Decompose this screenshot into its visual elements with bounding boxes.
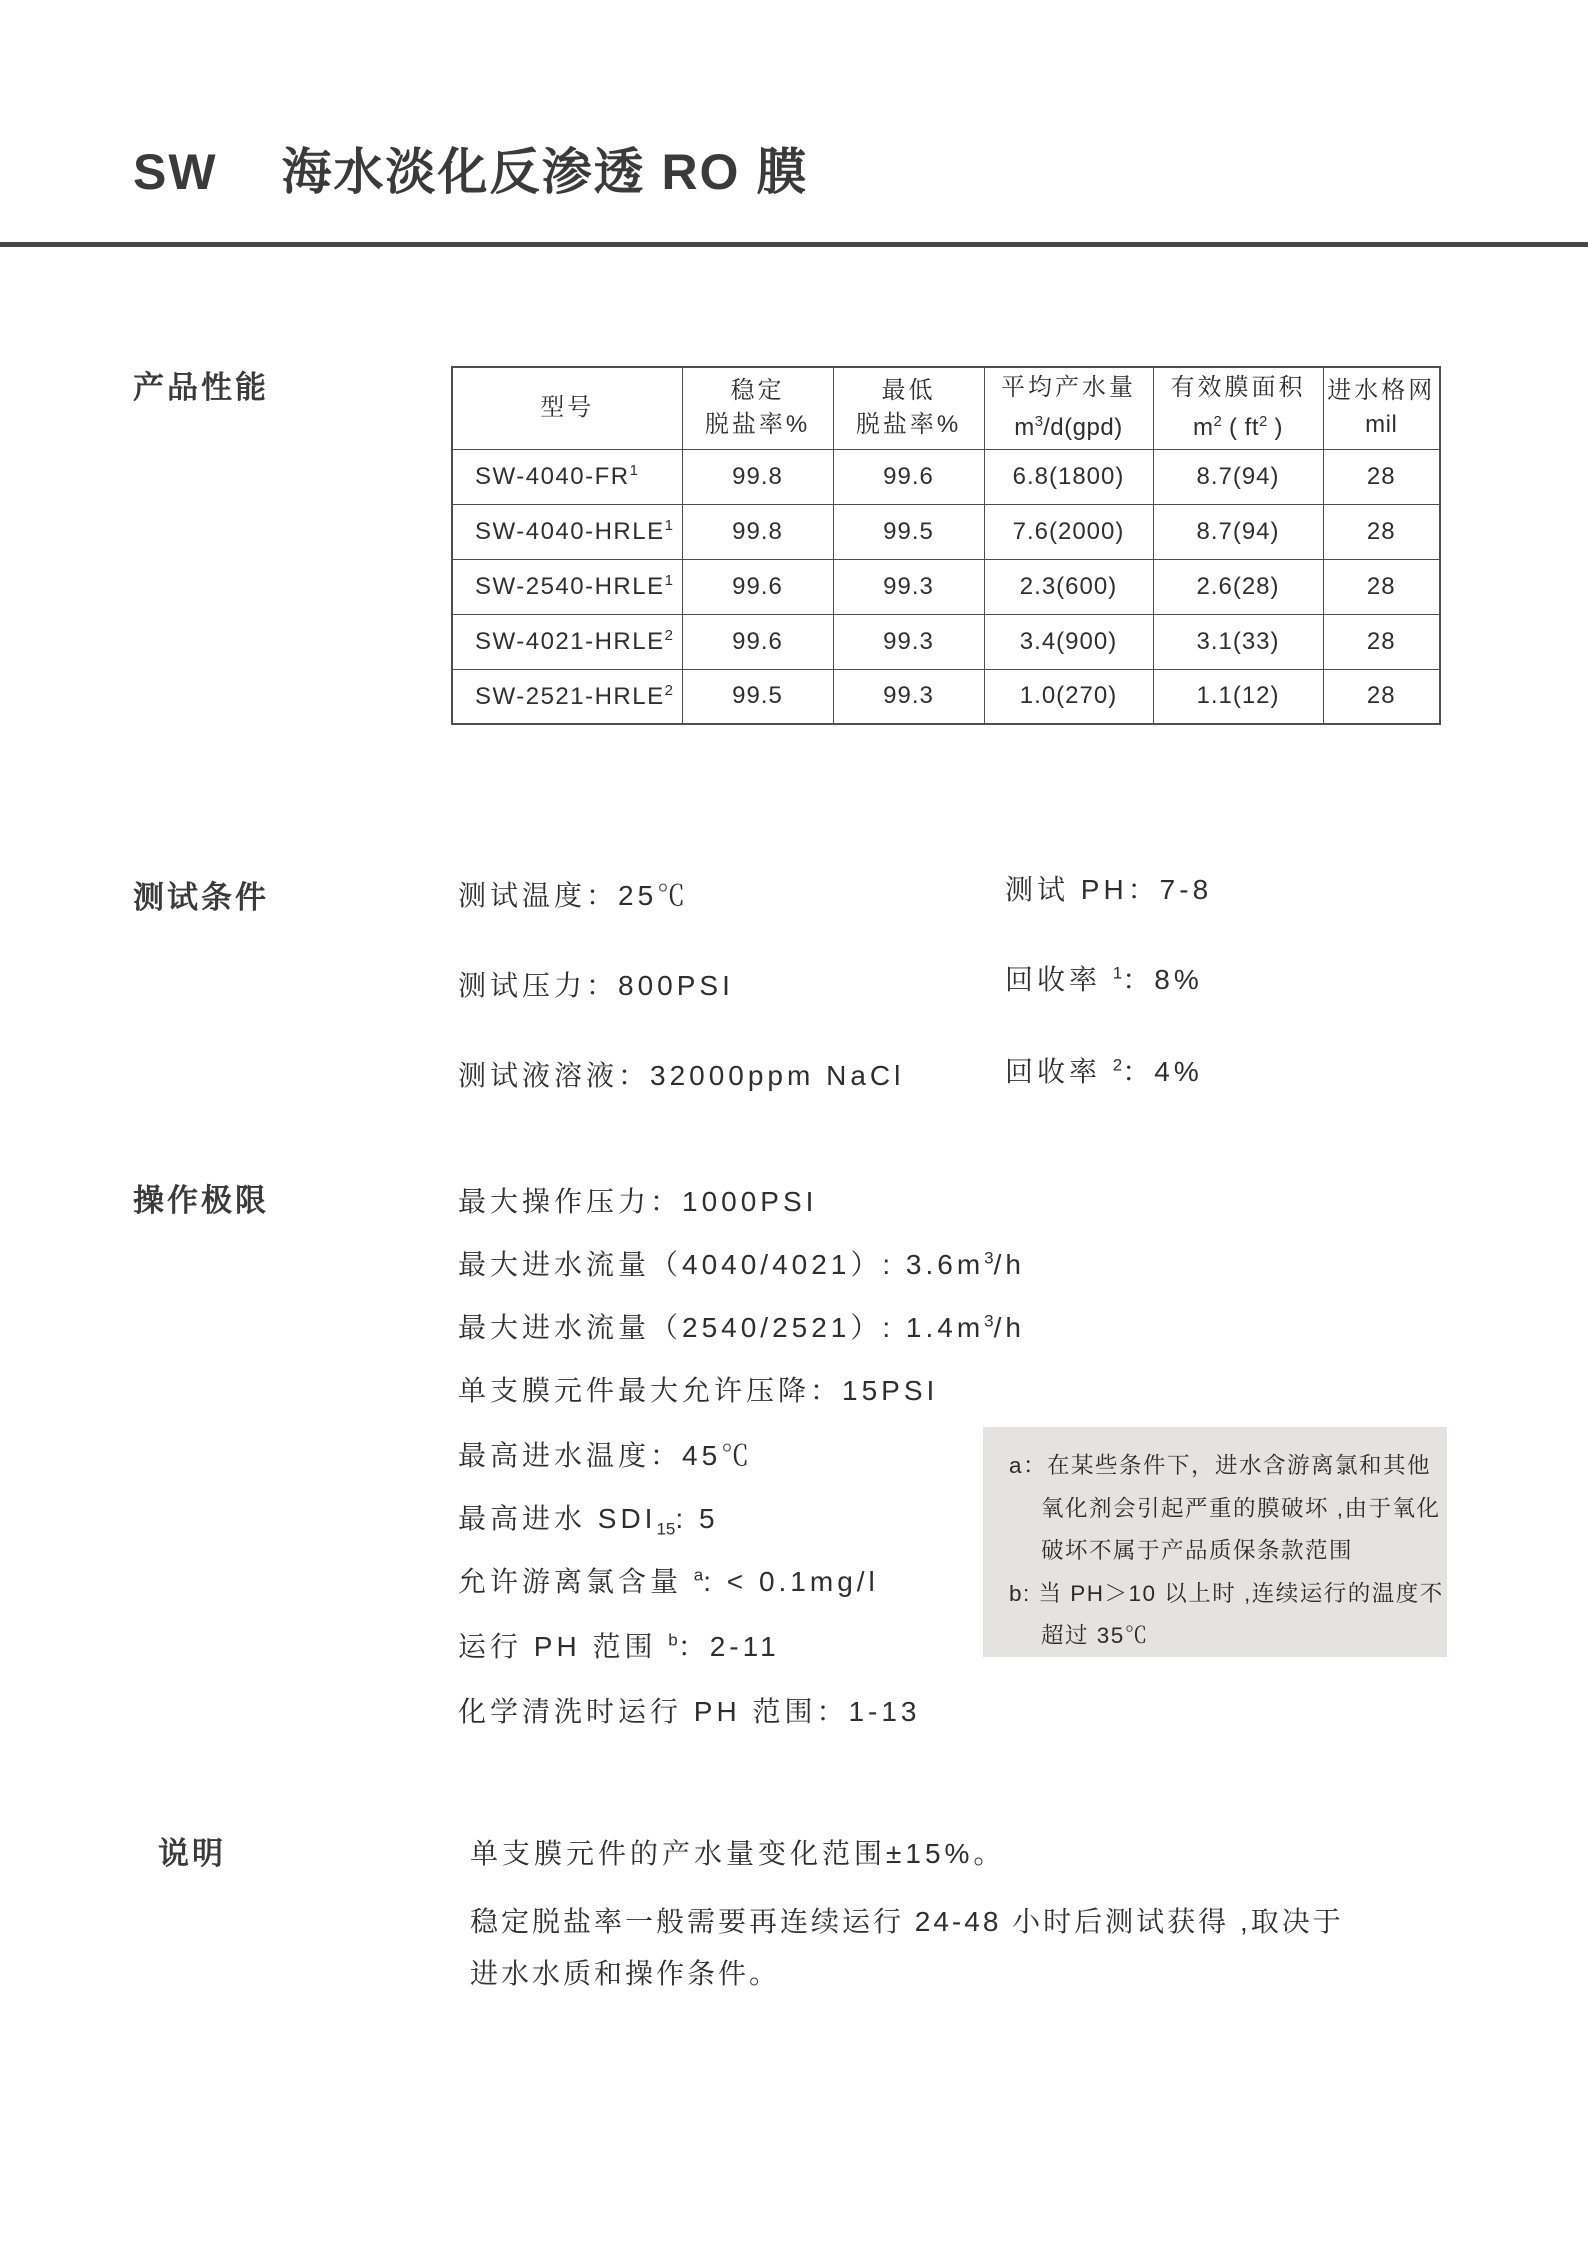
header-line2: 脱盐率% [855, 411, 962, 439]
line-text: 最大进水流量（2540/2521）: 1.4m [458, 1312, 985, 1343]
test-condition-temperature: 测试温度：25℃ [458, 880, 690, 911]
table-row [452, 504, 1440, 559]
table-cell: 7.6(2000) [984, 504, 1153, 559]
line-text: 回收率 [1005, 964, 1113, 995]
model-cell [452, 669, 682, 724]
line-text: ：4% [1122, 1056, 1203, 1087]
table-cell: 99.5 [833, 504, 984, 559]
unit-superscript: 3 [1034, 413, 1044, 431]
model-cell [452, 614, 682, 669]
unit-text: ) [1267, 414, 1284, 442]
footnote-superscript: b [668, 1630, 678, 1650]
title-divider [0, 242, 1588, 247]
limit-cleaning-ph-range [458, 1690, 921, 1730]
table-cell: 8.7(94) [1153, 504, 1323, 559]
table-cell: 2.3(600) [984, 559, 1153, 614]
header-line1: 平均产水量 [1001, 374, 1136, 402]
line-text: : < 0.1mg/l [703, 1566, 879, 1597]
test-condition-solution: 测试液溶液：32000ppm NaCl [458, 1060, 905, 1091]
remark-stable-rejection-line1: 稳定脱盐率一般需要再连续运行 24-48 小时后测试获得 ,取决于 [470, 1906, 1344, 1937]
footnote-superscript: 2 [1112, 1055, 1123, 1075]
table-cell: 99.8 [682, 504, 833, 559]
header-line1: 稳定 [730, 377, 785, 405]
line-text: 最大进水流量（4040/4021）: 3.6m [458, 1249, 985, 1280]
spec-table [451, 366, 1441, 725]
table-cell: 28 [1323, 559, 1440, 614]
model-footnote-sup: 1 [664, 572, 673, 589]
unit-text: ( ft [1221, 414, 1259, 442]
table-row [452, 559, 1440, 614]
model-name: SW-4021-HRLE [475, 628, 665, 655]
table-cell: 3.1(33) [1153, 614, 1323, 669]
table-cell: 28 [1323, 449, 1440, 504]
table-header-row [452, 367, 1440, 449]
line-text: 运行 PH 范围 [458, 1631, 669, 1662]
line-text: 化学清洗时运行 PH 范围：1-13 [458, 1696, 921, 1727]
footnotes-box [983, 1427, 1447, 1657]
model-name: SW-2540-HRLE [475, 573, 665, 600]
page-title-code: SW [133, 144, 218, 200]
line-text: 单支膜元件最大允许压降：15PSI [458, 1375, 939, 1406]
section-label-test-conditions: 测试条件 [133, 880, 269, 915]
test-condition-pressure: 测试压力：800PSI [458, 970, 734, 1001]
header-line2 [1014, 414, 1122, 441]
line-text: 回收率 [1005, 1056, 1113, 1087]
limit-max-pressure-drop [458, 1369, 938, 1409]
footnote-superscript: 1 [1112, 963, 1123, 983]
table-cell: 99.6 [682, 559, 833, 614]
line-text: /h [993, 1249, 1025, 1280]
model-name: SW-4040-FR [475, 463, 630, 490]
model-cell [452, 504, 682, 559]
col-header-min-rejection [833, 367, 984, 449]
table-cell: 99.3 [833, 614, 984, 669]
footnote-superscript: a [693, 1565, 704, 1585]
table-cell: 99.3 [833, 669, 984, 724]
section-label-performance: 产品性能 [133, 370, 269, 405]
page-title [133, 132, 808, 204]
table-cell: 8.7(94) [1153, 449, 1323, 504]
model-cell [452, 449, 682, 504]
header-line2 [1193, 414, 1283, 441]
model-footnote-sup: 1 [629, 462, 638, 479]
table-cell: 1.1(12) [1153, 669, 1323, 724]
unit-text: m [1014, 414, 1035, 442]
unit-superscript: 3 [984, 1248, 994, 1268]
table-cell: 1.0(270) [984, 669, 1153, 724]
footnote-a-line2: 氧化剂会引起严重的膜破坏 ,由于氧化 [1041, 1495, 1441, 1521]
model-name: SW-4040-HRLE [475, 518, 665, 545]
line-text: 允许游离氯含量 [458, 1566, 694, 1597]
unit-text: /d(gpd) [1043, 414, 1123, 442]
line-text: ：2-11 [677, 1631, 780, 1662]
footnote-b-line2: 超过 35℃ [1041, 1623, 1149, 1648]
col-header-feed-spacer [1323, 367, 1440, 449]
sdi-subscript: 15 [656, 1519, 676, 1539]
header-line2: 脱盐率% [704, 411, 811, 439]
table-cell: 99.3 [833, 559, 984, 614]
col-header-model: 型号 [452, 367, 682, 449]
footnote-b-line1: b: 当 PH＞10 以上时 ,连续运行的温度不 [1009, 1580, 1444, 1606]
header-line1: 最低 [881, 377, 936, 405]
model-name: SW-2521-HRLE [475, 682, 665, 710]
line-text: 最高进水温度：45℃ [458, 1440, 754, 1471]
table-row [452, 669, 1440, 724]
limit-max-pressure [458, 1180, 817, 1220]
table-cell: 6.8(1800) [984, 449, 1153, 504]
footnote-a-line1: a：在某些条件下，进水含游离氯和其他 [1009, 1453, 1432, 1478]
model-cell [452, 559, 682, 614]
table-cell: 2.6(28) [1153, 559, 1323, 614]
remark-flow-variation: 单支膜元件的产水量变化范围±15%。 [470, 1838, 1006, 1869]
line-text: /h [993, 1312, 1025, 1343]
line-text: ：8% [1122, 964, 1203, 995]
unit-superscript: 2 [1259, 413, 1268, 431]
table-cell: 28 [1323, 614, 1440, 669]
section-label-operating-limits: 操作极限 [133, 1183, 269, 1218]
header-line2: mil [1365, 411, 1398, 439]
header-line1: 有效膜面积 [1170, 374, 1306, 402]
table-row [452, 614, 1440, 669]
limit-max-flow-2540 [458, 1306, 1025, 1346]
page-title-text: 海水淡化反渗透 RO 膜 [281, 144, 809, 200]
col-header-stable-rejection [682, 367, 833, 449]
line-text: 最大操作压力：1000PSI [458, 1186, 818, 1217]
model-footnote-sup: 1 [664, 517, 673, 534]
table-cell: 28 [1323, 669, 1440, 724]
table-cell: 3.4(900) [984, 614, 1153, 669]
unit-text: m [1192, 414, 1214, 442]
line-text: : 5 [675, 1503, 719, 1534]
model-footnote-sup: 2 [664, 627, 673, 644]
footnote-a-line3: 破坏不属于产品质保条款范围 [1041, 1538, 1354, 1563]
limit-free-chlorine [458, 1560, 879, 1600]
col-header-avg-flow [984, 367, 1153, 449]
remark-stable-rejection-line2: 进水水质和操作条件。 [470, 1958, 781, 1989]
limit-max-flow-4040 [458, 1243, 1025, 1283]
test-condition-recovery-1 [1005, 958, 1203, 998]
table-cell: 28 [1323, 504, 1440, 559]
limit-max-temperature [458, 1434, 753, 1474]
header-line1: 进水格网 [1327, 377, 1436, 405]
table-cell: 99.6 [682, 614, 833, 669]
unit-superscript: 2 [1213, 413, 1222, 431]
model-footnote-sup: 2 [664, 681, 673, 699]
table-cell: 99.8 [682, 449, 833, 504]
table-cell: 99.6 [833, 449, 984, 504]
test-condition-ph [1005, 868, 1212, 908]
test-condition-recovery-2 [1005, 1050, 1203, 1090]
table-cell: 99.5 [682, 669, 833, 724]
limit-max-sdi [458, 1497, 719, 1540]
col-header-membrane-area [1153, 367, 1323, 449]
line-text: 最高进水 SDI [458, 1503, 657, 1534]
limit-ph-range [458, 1625, 780, 1665]
section-label-remarks: 说明 [158, 1836, 226, 1871]
line-text: 测试 PH：7-8 [1005, 874, 1213, 905]
unit-superscript: 3 [984, 1311, 994, 1331]
table-row [452, 449, 1440, 504]
